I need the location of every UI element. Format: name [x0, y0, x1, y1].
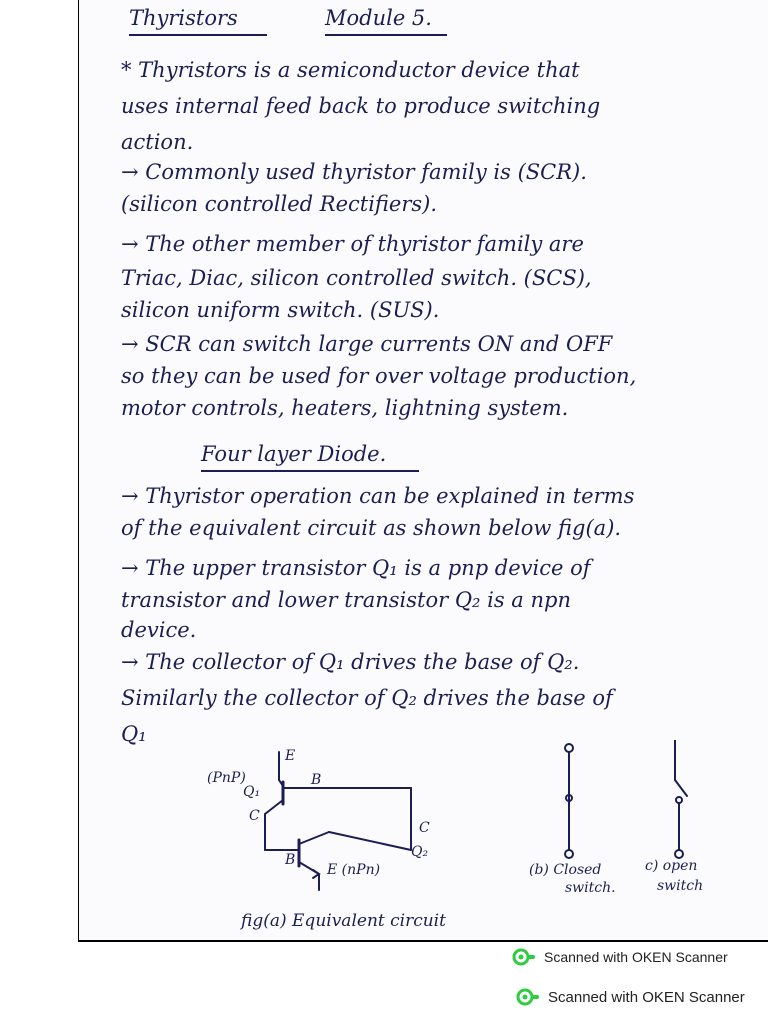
closed-switch-label-1: (b) Closed — [529, 862, 602, 878]
text-line: → Commonly used thyristor family is (SCR). — [121, 160, 587, 184]
q2-collector-join — [329, 832, 411, 850]
text-line: → The upper transistor Q₁ is a pnp device of — [121, 556, 591, 580]
closed-switch-terminal-bottom — [565, 850, 573, 858]
text-line: (silicon controlled Rectifiers). — [121, 192, 438, 216]
open-switch-terminal-bottom — [675, 850, 683, 858]
page-title-row — [129, 6, 529, 36]
section-heading: Four layer Diode. — [201, 442, 387, 466]
open-switch-contact — [676, 797, 682, 803]
oken-scanner-logo-icon — [512, 948, 536, 966]
scanned-page — [78, 0, 768, 942]
q2-collector-lead — [299, 832, 329, 844]
open-switch-lever — [675, 780, 687, 796]
text-line: motor controls, heaters, lightning system. — [121, 396, 569, 420]
text-line: device. — [121, 618, 197, 642]
open-switch-label-1: c) open — [645, 858, 698, 874]
text-line: Similarly the collector of Q₂ drives the base of — [121, 686, 613, 710]
scanner-watermark-2 — [516, 988, 745, 1006]
text-line: so they can be used for over voltage production, — [121, 364, 637, 388]
text-line: → Thyristor operation can be explained in terms — [121, 484, 635, 508]
text-line: uses internal feed back to produce switching — [121, 94, 601, 118]
collector-right-label: C — [419, 820, 430, 836]
collector-left-label: C — [249, 808, 260, 824]
page-title: Thyristors — [129, 6, 238, 30]
closed-switch-label-2: switch. — [565, 880, 616, 896]
scanner-watermark-1 — [512, 948, 728, 966]
base-bottom-label: B — [285, 852, 296, 868]
npn-emitter-label: E (nPn) — [327, 862, 381, 878]
figure-caption: fig(a) Equivalent circuit — [241, 911, 446, 931]
q1-label: Q₁ — [243, 784, 261, 800]
text-line: * Thyristors is a semiconductor device that — [121, 58, 580, 82]
text-line: silicon uniform switch. (SUS). — [121, 298, 440, 322]
scanner-text: Scanned with OKEN Scanner — [544, 949, 728, 965]
text-line: transistor and lower transistor Q₂ is a npn — [121, 588, 571, 612]
module-label: Module 5. — [325, 6, 432, 30]
closed-switch-terminal-top — [565, 744, 573, 752]
section-heading-underline — [201, 470, 419, 472]
text-line: → The collector of Q₁ drives the base of Q₂. — [121, 650, 580, 674]
q1-collector-lead — [265, 800, 283, 814]
text-line: action. — [121, 130, 194, 154]
scanner-text: Scanned with OKEN Scanner — [548, 988, 745, 1006]
base-top-label: B — [311, 772, 322, 788]
module-underline — [325, 34, 447, 36]
text-line: Triac, Diac, silicon controlled switch. (SCS), — [121, 266, 592, 290]
title-underline — [129, 34, 267, 36]
equivalent-circuit-figure — [189, 740, 749, 940]
open-switch-label-2: switch — [657, 878, 704, 894]
emitter-top-label: E — [285, 748, 296, 764]
pnp-label: (PnP) — [207, 770, 246, 786]
oken-scanner-logo-icon — [516, 988, 540, 1006]
text-line: → The other member of thyristor family are — [121, 232, 584, 256]
text-line: Q₁ — [121, 722, 147, 746]
text-line: of the equivalent circuit as shown below fig(a). — [121, 516, 622, 540]
q2-label: Q₂ — [411, 844, 429, 860]
text-line: → SCR can switch large currents ON and OFF — [121, 332, 613, 356]
